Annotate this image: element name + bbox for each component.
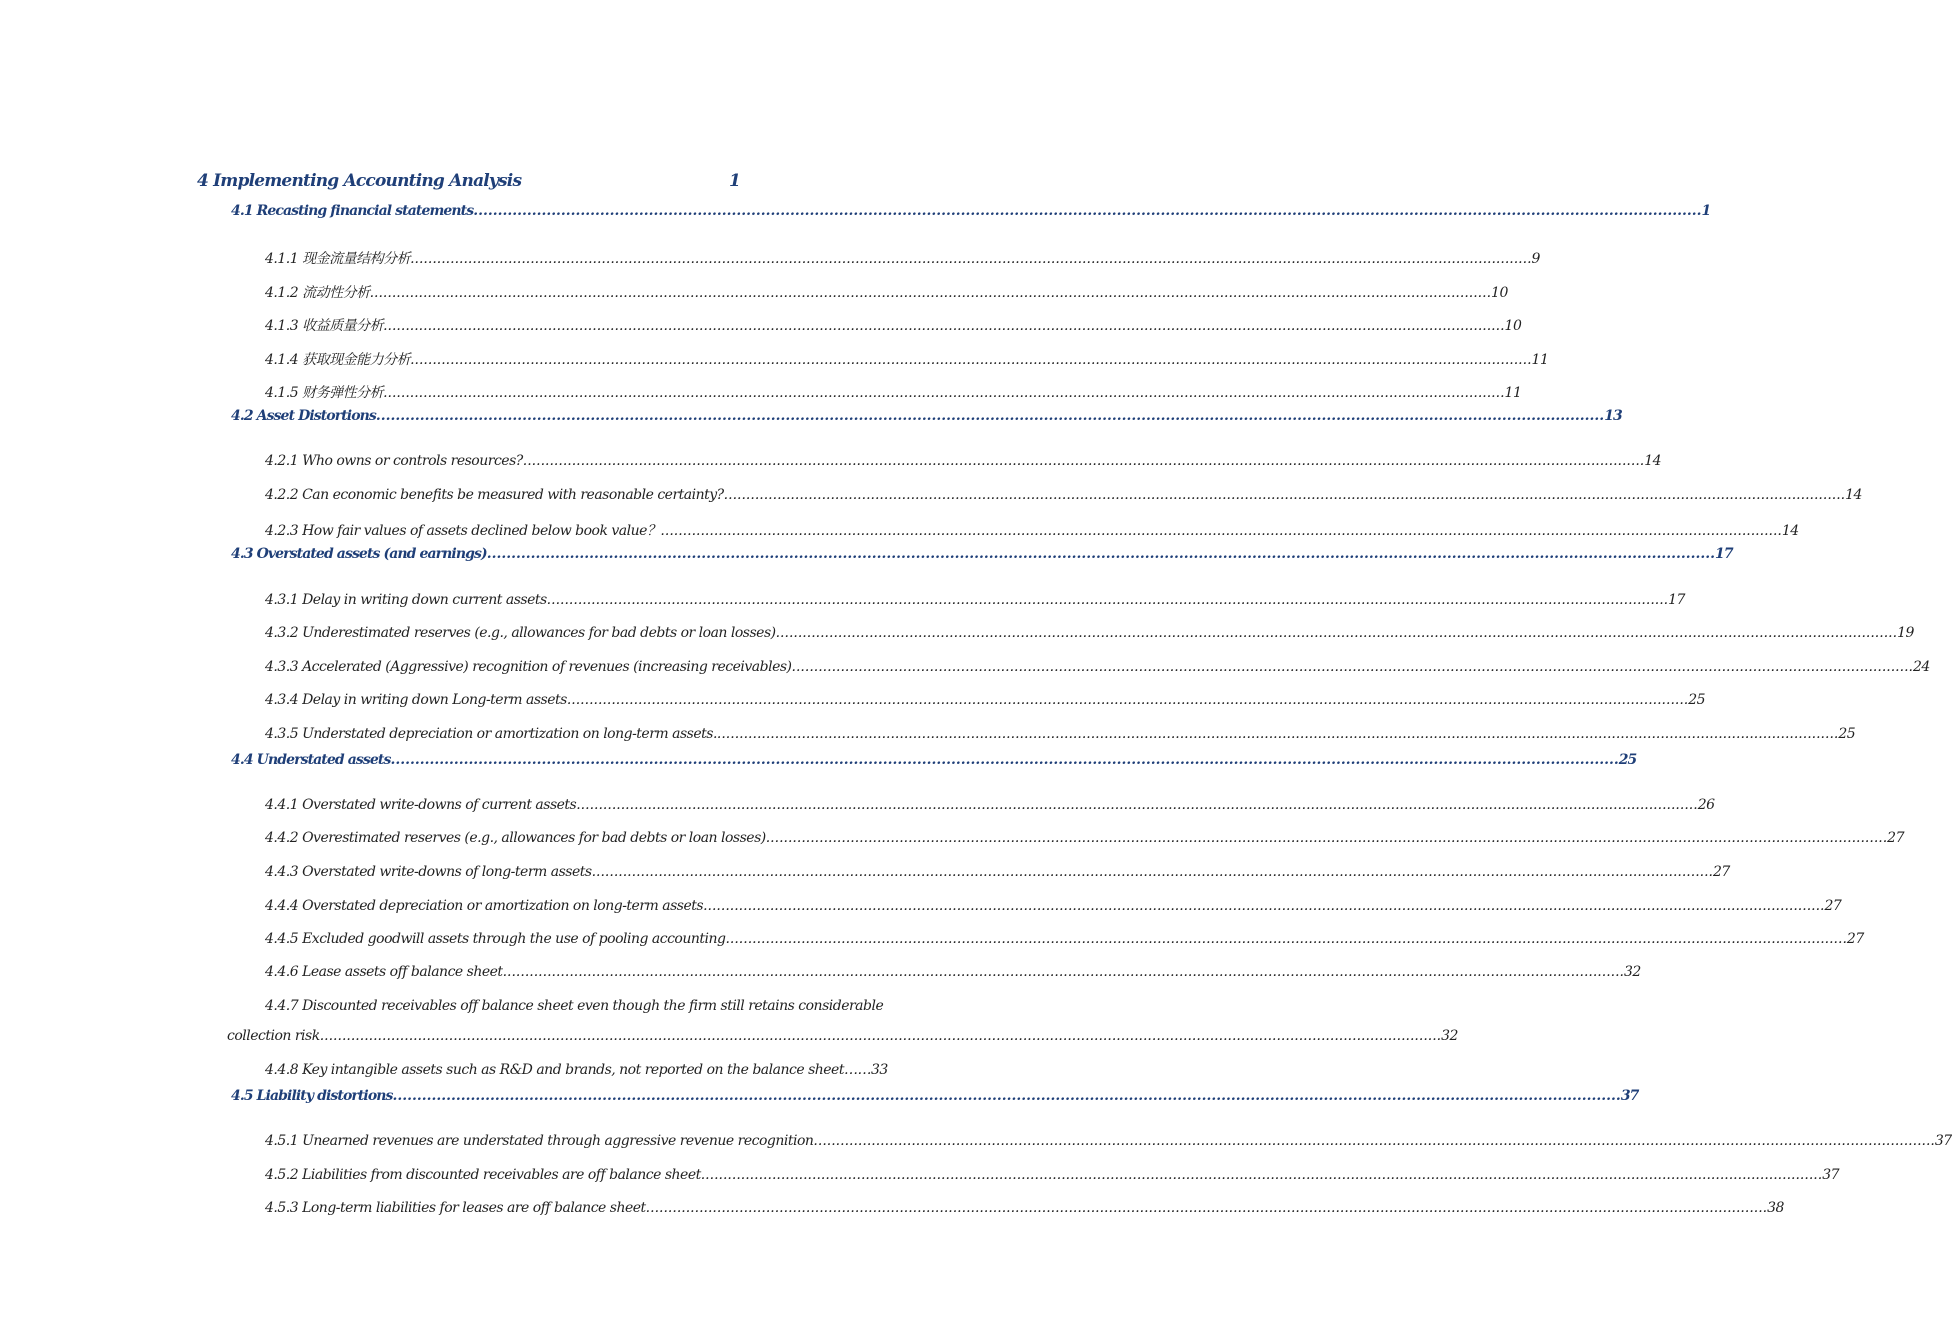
toc-subsection-4-4-7[interactable]	[227, 998, 1458, 1050]
toc-subsection-4-4-5[interactable]	[265, 931, 1864, 953]
toc-entry-title: 4.1.4 获取现金能力分析	[265, 352, 411, 368]
toc-entry-page: 37	[1620, 1088, 1639, 1104]
toc-entry-page: 27	[1846, 931, 1864, 947]
toc-dot-leader	[701, 1167, 1822, 1183]
toc-entry-title: 4.3.5 Understated depreciation or amortization on long-term assets.	[265, 726, 717, 742]
toc-entry-title: 4.3.2 Underestimated reserves (e.g., allowances for bad debts or loan losses)	[265, 625, 776, 641]
toc-dot-leader	[370, 285, 1491, 301]
toc-dot-leader	[724, 487, 1845, 503]
toc-entry-title: 4.3.1 Delay in writing down current assets	[265, 592, 547, 608]
chapter-page-number: 1	[729, 171, 741, 191]
toc-entry-page: 27	[1824, 898, 1842, 914]
toc-entry-page: 25	[1688, 692, 1706, 708]
toc-dot-leader	[320, 1028, 1441, 1044]
toc-entry-title: 4.3.4 Delay in writing down Long-term assets	[265, 692, 567, 708]
toc-dot-leader	[383, 318, 1504, 334]
toc-dot-leader	[792, 659, 1913, 675]
toc-entry-page: 14	[1845, 487, 1862, 503]
toc-dot-leader	[376, 408, 1604, 424]
toc-section-4-1[interactable]	[231, 203, 1711, 225]
toc-entry-page: 27	[1713, 864, 1730, 880]
toc-entry-page: 11	[1504, 385, 1522, 401]
toc-entry-page: 37	[1934, 1133, 1952, 1149]
toc-dot-leader	[473, 203, 1701, 219]
toc-chapter-heading[interactable]	[197, 171, 757, 195]
toc-entry-page: 17	[1668, 592, 1685, 608]
toc-dot-leader	[717, 726, 1838, 742]
toc-subsection-4-3-4[interactable]	[265, 692, 1706, 714]
toc-subsection-4-1-3[interactable]	[265, 315, 1522, 337]
toc-entry-page: 24	[1912, 659, 1930, 675]
chapter-title: 4 Implementing Accounting Analysis	[197, 171, 522, 191]
toc-dot-leader	[487, 546, 1715, 562]
toc-subsection-4-4-8[interactable]	[265, 1062, 888, 1084]
toc-entry-page: 10	[1491, 285, 1508, 301]
toc-dot-leader	[410, 251, 1531, 267]
toc-entry-title: 4.4.8 Key intangible assets such as R&D and brands, not reported on the balance sheet……	[265, 1062, 871, 1078]
toc-dot-leader	[567, 692, 1688, 708]
toc-dot-leader	[390, 752, 1618, 768]
toc-entry-title: 4.5.2 Liabilities from discounted receivables are off balance sheet	[265, 1167, 701, 1183]
toc-entry-page: 14	[1781, 523, 1799, 539]
toc-entry-page: 19	[1897, 625, 1914, 641]
toc-entry-title: 4.1.5 财务弹性分析	[265, 385, 384, 401]
toc-subsection-4-4-4[interactable]	[265, 898, 1842, 920]
toc-subsection-4-2-2[interactable]	[265, 487, 1862, 509]
toc-dot-leader	[523, 453, 1644, 469]
toc-dot-leader	[393, 1088, 1621, 1104]
toc-dot-leader	[725, 931, 1846, 947]
toc-entry-title: 4.2 Asset Distortions	[231, 408, 376, 424]
toc-entry-page: 1	[1701, 203, 1711, 219]
toc-entry-page: 10	[1504, 318, 1522, 334]
toc-subsection-4-3-2[interactable]	[265, 625, 1914, 647]
toc-entry-title: 4.2.2 Can economic benefits be measured with reasonable certainty?	[265, 487, 724, 503]
toc-entry-page: 27	[1887, 830, 1904, 846]
toc-entry-page: 38	[1767, 1200, 1784, 1216]
toc-entry-title: 4.1.3 收益质量分析	[265, 318, 384, 334]
toc-entry-title: 4.2.3 How fair values of assets declined below book value？	[265, 523, 661, 539]
toc-entry-title: 4.5.3 Long-term liabilities for leases are off balance sheet	[265, 1200, 646, 1216]
toc-dot-leader	[547, 592, 1668, 608]
toc-entry-page: 32	[1624, 964, 1641, 980]
toc-dot-leader	[410, 352, 1531, 368]
toc-entry-page: 9	[1531, 251, 1540, 267]
toc-subsection-4-1-5[interactable]	[265, 382, 1522, 404]
toc-subsection-4-1-4[interactable]	[265, 349, 1549, 371]
toc-entry-title-line2: collection risk	[227, 1028, 320, 1044]
toc-entry-title: 4.3 Overstated assets (and earnings)	[231, 546, 487, 562]
toc-subsection-4-4-2[interactable]	[265, 830, 1904, 852]
toc-subsection-4-4-1[interactable]	[265, 797, 1715, 819]
toc-subsection-4-3-1[interactable]	[265, 592, 1685, 614]
toc-dot-leader	[576, 797, 1697, 813]
toc-subsection-4-1-2[interactable]	[265, 282, 1508, 304]
toc-entry-title: 4.3.3 Accelerated (Aggressive) recognition of revenues (increasing receivables)	[265, 659, 792, 675]
toc-entry-page: 13	[1604, 408, 1622, 424]
toc-entry-page: 26	[1697, 797, 1715, 813]
toc-entry-page: 17	[1715, 546, 1733, 562]
toc-dot-leader	[660, 523, 1781, 539]
toc-entry-title-line1: 4.4.7 Discounted receivables off balance sheet even though the firm still retains considerable	[265, 998, 884, 1014]
toc-entry-title: 4.4.5 Excluded goodwill assets through the use of pooling accounting	[265, 931, 726, 947]
toc-entry-page: 33	[870, 1062, 888, 1078]
toc-entry-title: 4.2.1 Who owns or controls resources?	[265, 453, 523, 469]
toc-entry-page: 32	[1441, 1028, 1458, 1044]
toc-subsection-4-5-2[interactable]	[265, 1167, 1840, 1189]
toc-entry-title: 4.5 Liability distortions	[231, 1088, 393, 1104]
toc-dot-leader	[813, 1133, 1934, 1149]
toc-entry-page: 37	[1822, 1167, 1840, 1183]
toc-entry-title: 4.4.2 Overestimated reserves (e.g., allowances for bad debts or loan losses)	[265, 830, 766, 846]
toc-dot-leader	[776, 625, 1897, 641]
toc-entry-page: 14	[1644, 453, 1662, 469]
toc-subsection-4-4-6[interactable]	[265, 964, 1641, 986]
toc-dot-leader	[592, 864, 1713, 880]
toc-subsection-4-3-3[interactable]	[265, 659, 1930, 681]
toc-entry-title: 4.4.6 Lease assets off balance sheet	[265, 964, 503, 980]
toc-section-4-4[interactable]	[231, 752, 1637, 774]
toc-dot-leader	[503, 964, 1624, 980]
toc-subsection-4-2-3[interactable]	[265, 520, 1799, 542]
toc-dot-leader	[766, 830, 1887, 846]
toc-entry-title: 4.5.1 Unearned revenues are understated through aggressive revenue recognition	[265, 1133, 814, 1149]
toc-dot-leader	[383, 385, 1504, 401]
toc-dot-leader	[646, 1200, 1767, 1216]
toc-entry-title: 4.4.1 Overstated write-downs of current assets	[265, 797, 577, 813]
toc-entry-page: 11	[1531, 352, 1549, 368]
toc-subsection-4-1-1[interactable]	[265, 248, 1540, 270]
toc-subsection-4-2-1[interactable]	[265, 453, 1662, 475]
toc-subsection-4-5-3[interactable]	[265, 1200, 1784, 1222]
toc-subsection-4-5-1[interactable]	[265, 1133, 1952, 1155]
toc-entry-page: 25	[1838, 726, 1856, 742]
toc-subsection-4-4-3[interactable]	[265, 864, 1730, 886]
toc-entry-title: 4.1.2 流动性分析	[265, 285, 370, 301]
toc-section-4-2[interactable]	[231, 408, 1622, 430]
toc-section-4-3[interactable]	[231, 546, 1733, 568]
toc-entry-title: 4.1 Recasting financial statements	[231, 203, 474, 219]
toc-subsection-4-3-5[interactable]	[265, 726, 1856, 748]
toc-entry-title: 4.1.1 现金流量结构分析	[265, 251, 411, 267]
toc-dot-leader	[703, 898, 1824, 914]
toc-entry-title: 4.4.3 Overstated write-downs of long-term assets	[265, 864, 592, 880]
toc-section-4-5[interactable]	[231, 1088, 1639, 1110]
toc-entry-second-line	[227, 1028, 1458, 1044]
toc-entry-title: 4.4 Understated assets	[231, 752, 391, 768]
toc-entry-title: 4.4.4 Overstated depreciation or amortization on long-term assets	[265, 898, 704, 914]
toc-entry-page: 25	[1618, 752, 1637, 768]
